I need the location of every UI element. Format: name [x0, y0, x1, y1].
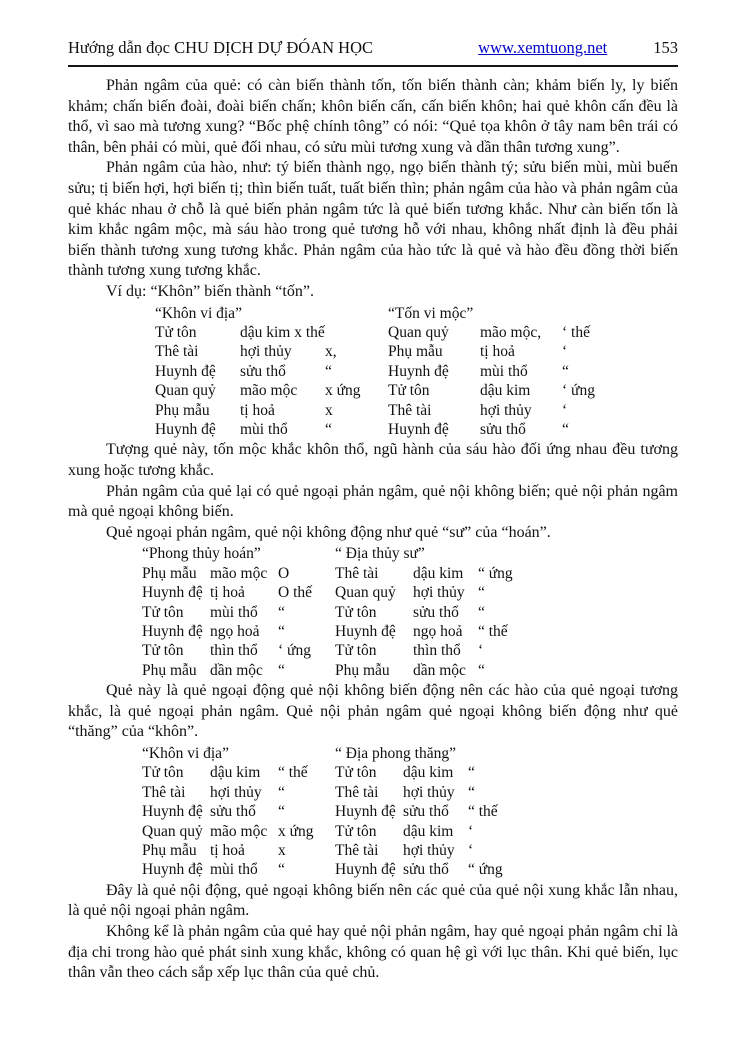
paragraph-phan-ngam-que: Phản ngâm của quẻ: có càn biến thành tốn, tốn biến thành càn; khảm biến ly, ly biến khảm; chấn biến đoài, đoài biến chấn; khôn biến cấn, cấn biến khôn; hai quẻ khôn cấn đều là thổ, vì sao mà tương xung? “Bốc phệ chính tông” có nói: “Quẻ tọa khôn ở tây nam bên trái có thân, bên phải có mùi, quẻ đối nhau, có sửu mùi tương xung và dần thân tương xung”.: [68, 77, 678, 156]
line-mark: “: [325, 420, 332, 438]
branch-element: mão mộc: [240, 382, 298, 400]
line-mark: x,: [325, 343, 337, 361]
lucthan-label: Huynh đệ: [142, 584, 203, 602]
line-mark: O: [278, 564, 290, 582]
line-mark: ‘ ứng: [278, 642, 311, 660]
lucthan-label: Phụ mẫu: [335, 661, 390, 679]
lucthan-label: Quan quỷ: [388, 323, 449, 341]
lucthan-label: Tử tôn: [335, 642, 377, 660]
branch-element: sửu thổ: [240, 362, 286, 380]
branch-element: dậu kim: [480, 382, 531, 400]
line-mark: “: [325, 362, 332, 380]
hexagram-title-right: “Tốn vi mộc”: [388, 304, 474, 322]
lucthan-label: Phụ mẫu: [142, 564, 197, 582]
branch-element: hợi thủy: [210, 783, 262, 801]
line-mark: “: [468, 783, 475, 801]
header-divider: [68, 65, 678, 67]
lucthan-label: Phụ mẫu: [142, 661, 197, 679]
branch-element: dậu kim: [210, 764, 261, 782]
branch-element: tị hoả: [480, 343, 515, 361]
line-mark: “ thế: [278, 764, 308, 782]
lucthan-label: Huynh đệ: [155, 362, 216, 380]
branch-element: dậu kim x thế: [240, 323, 325, 341]
lucthan-label: Huynh đệ: [335, 861, 396, 879]
lucthan-label: Tử tôn: [388, 382, 430, 400]
branch-element: thìn thổ: [413, 642, 461, 660]
line-mark: “: [468, 764, 475, 782]
hexagram-title-left: “Khôn vi địa”: [155, 304, 242, 322]
line-mark: x ứng: [325, 382, 361, 400]
branch-element: sửu thổ: [403, 861, 449, 879]
branch-element: thìn thổ: [210, 642, 258, 660]
line-mark: x ứng: [278, 822, 314, 840]
lucthan-label: Thê tài: [142, 783, 186, 801]
branch-element: hợi thủy: [413, 584, 465, 602]
line-mark: “ ứng: [478, 564, 513, 582]
lucthan-label: Huynh đệ: [155, 420, 216, 438]
paragraph-que-nay: Quẻ này là quẻ ngoại động quẻ nội không biến động nên các hào của quẻ ngoại tương khắc, là quẻ ngoại phản ngâm. Quẻ nội phản ngâm quẻ ngoại không biến động như quẻ “thăng” của “khôn”.: [68, 682, 678, 741]
paragraph-phan-ngam-hao: Phản ngâm của hào, như: tý biến thành ngọ, ngọ biến thành tý; sửu biến mùi, mùi buến sửu; tị biến hợi, hợi biến tị; thìn biến tuất, tuất biến thìn; phản ngâm của hào và phản ngâm của quẻ khác nhau ở chỗ là quẻ biến phản ngâm tức là quẻ biến tương khắc. Như càn biến tốn là kim khắc ngâm mộc, mà sáu hào trong quẻ tương hỗ với nhau, không nhất định là đều phải biến thành tương xung tương khắc. Phản ngâm của hào tức là quẻ và hào đều đồng thời biến thành tương xung tương khắc.: [68, 159, 678, 280]
line-mark: “ thế: [478, 622, 508, 640]
paragraph-khong-ke: Không kể là phản ngâm của quẻ hay quẻ nội phản ngâm, hay quẻ ngoại phản ngâm chỉ là địa chi trong hào quẻ phát sinh xung khắc, không có quan hệ gì với lục thân. Khi quẻ biến, lục thân vẫn theo cách sắp xếp lục thân của quẻ chủ.: [68, 923, 678, 982]
hexagram-title-left: “Phong thủy hoán”: [142, 545, 261, 563]
line-mark: “: [478, 603, 485, 621]
paragraph-vi-du: Ví dụ: “Khôn” biến thành “tốn”.: [106, 282, 314, 300]
line-mark: ‘: [562, 401, 568, 419]
lucthan-label: Huynh đệ: [142, 803, 203, 821]
hexagram-title-left: “Khôn vi địa”: [142, 744, 229, 762]
branch-element: mùi thổ: [480, 362, 528, 380]
branch-element: sửu thổ: [403, 803, 449, 821]
line-mark: “ thế: [468, 803, 498, 821]
branch-element: hợi thủy: [403, 783, 455, 801]
line-mark: ‘: [562, 343, 568, 361]
lucthan-label: Tử tôn: [142, 603, 184, 621]
line-mark: “: [562, 420, 569, 438]
branch-element: dần mộc: [413, 661, 466, 679]
lucthan-label: Huynh đệ: [142, 861, 203, 879]
header-right: [478, 38, 678, 58]
lucthan-label: Thê tài: [155, 343, 199, 361]
lucthan-label: Quan quỷ: [155, 382, 216, 400]
line-mark: “: [562, 362, 569, 380]
lucthan-label: Huynh đệ: [335, 803, 396, 821]
lucthan-label: Phụ mẫu: [155, 401, 210, 419]
page-number: 153: [653, 38, 678, 57]
paragraph-day-la: Đây là quẻ nội động, quẻ ngoại không biến nên các quẻ của quẻ nội xung khắc lẫn nhau, là quẻ nội ngoại phản ngâm.: [68, 881, 678, 920]
branch-element: ngọ hoả: [413, 622, 463, 640]
line-mark: x: [325, 401, 333, 419]
hexagram-table-khon-ton: [155, 304, 678, 440]
branch-element: hợi thủy: [480, 401, 532, 419]
line-mark: “: [278, 603, 285, 621]
lucthan-label: Huynh đệ: [142, 622, 203, 640]
paragraph-phan-ngam-lai-co: Phản ngâm của quẻ lại có quẻ ngoại phản ngâm, quẻ nội không biến; quẻ nội phản ngâm mà quẻ ngoại không biến.: [68, 482, 678, 521]
line-mark: “: [278, 803, 285, 821]
lucthan-label: Huynh đệ: [388, 362, 449, 380]
lucthan-label: Thê tài: [335, 842, 379, 859]
branch-element: sửu thổ: [210, 803, 256, 821]
paragraph-que-ngoai: Quẻ ngoại phản ngâm, quẻ nội không động như quẻ “sư” của “hoán”.: [106, 523, 551, 541]
line-mark: “: [278, 661, 285, 679]
lucthan-label: Quan quỷ: [142, 822, 203, 840]
hexagram-table-khon-thang: [142, 744, 678, 880]
website-link[interactable]: www.xemtuong.net: [478, 38, 608, 57]
lucthan-label: Tử tôn: [142, 642, 184, 660]
branch-element: mão mộc,: [480, 323, 542, 341]
lucthan-label: Tử tôn: [142, 764, 184, 782]
branch-element: mùi thổ: [210, 603, 258, 621]
page-header: [68, 38, 678, 58]
line-mark: “: [278, 622, 285, 640]
lucthan-label: Thê tài: [388, 401, 432, 419]
lucthan-label: Thê tài: [335, 564, 379, 582]
lucthan-label: Tử tôn: [335, 822, 377, 840]
line-mark: “: [478, 584, 485, 602]
branch-element: dậu kim: [403, 764, 454, 782]
hexagram-table-hoan-su: [142, 544, 678, 680]
branch-element: hợi thủy: [403, 842, 455, 859]
line-mark: x: [278, 842, 286, 859]
paragraph-tuong-que: Tượng quẻ này, tốn mộc khắc khôn thổ, ngũ hành của sáu hào đối ứng nhau đều tương xung hoặc tương khắc.: [68, 441, 678, 479]
lucthan-label: Tử tôn: [155, 323, 197, 341]
line-mark: ‘: [468, 842, 474, 859]
branch-element: dậu kim: [403, 822, 454, 840]
lucthan-label: Phụ mẫu: [142, 842, 197, 859]
hexagram-title-right: “ Địa phong thăng”: [335, 744, 456, 762]
branch-element: dậu kim: [413, 564, 464, 582]
line-mark: “ ứng: [468, 861, 503, 879]
lucthan-label: Thê tài: [335, 783, 379, 801]
lucthan-label: Tử tôn: [335, 764, 377, 782]
line-mark: ‘ thế: [562, 323, 590, 341]
branch-element: tị hoả: [210, 842, 245, 859]
branch-element: tị hoả: [240, 401, 275, 419]
header-title: Hướng dẫn đọc CHU DỊCH DỰ ĐÓAN HỌC: [68, 38, 373, 57]
line-mark: O thế: [278, 584, 313, 602]
lucthan-label: Huynh đệ: [388, 420, 449, 438]
branch-element: ngọ hoả: [210, 622, 260, 640]
line-mark: [325, 323, 388, 342]
branch-element: mão mộc: [210, 564, 268, 582]
line-mark: ‘: [478, 642, 484, 660]
line-mark: “: [478, 661, 485, 679]
branch-element: sửu thổ: [413, 603, 459, 621]
lucthan-label: Tử tôn: [335, 603, 377, 621]
branch-element: mùi thổ: [240, 420, 288, 438]
line-mark: “: [278, 861, 285, 879]
line-mark: “: [278, 783, 285, 801]
branch-element: dần mộc: [210, 661, 263, 679]
lucthan-label: Quan quỷ: [335, 584, 396, 602]
branch-element: mão mộc: [210, 822, 268, 840]
branch-element: sửu thổ: [480, 420, 526, 438]
lucthan-label: Phụ mẫu: [388, 343, 443, 361]
branch-element: tị hoả: [210, 584, 245, 602]
lucthan-label: Huynh đệ: [335, 622, 396, 640]
hexagram-title-right: “ Địa thủy sư”: [335, 545, 425, 563]
line-mark: ‘ ứng: [562, 382, 595, 400]
line-mark: ‘: [468, 822, 474, 840]
branch-element: mùi thổ: [210, 861, 258, 879]
branch-element: hợi thủy: [240, 343, 292, 361]
